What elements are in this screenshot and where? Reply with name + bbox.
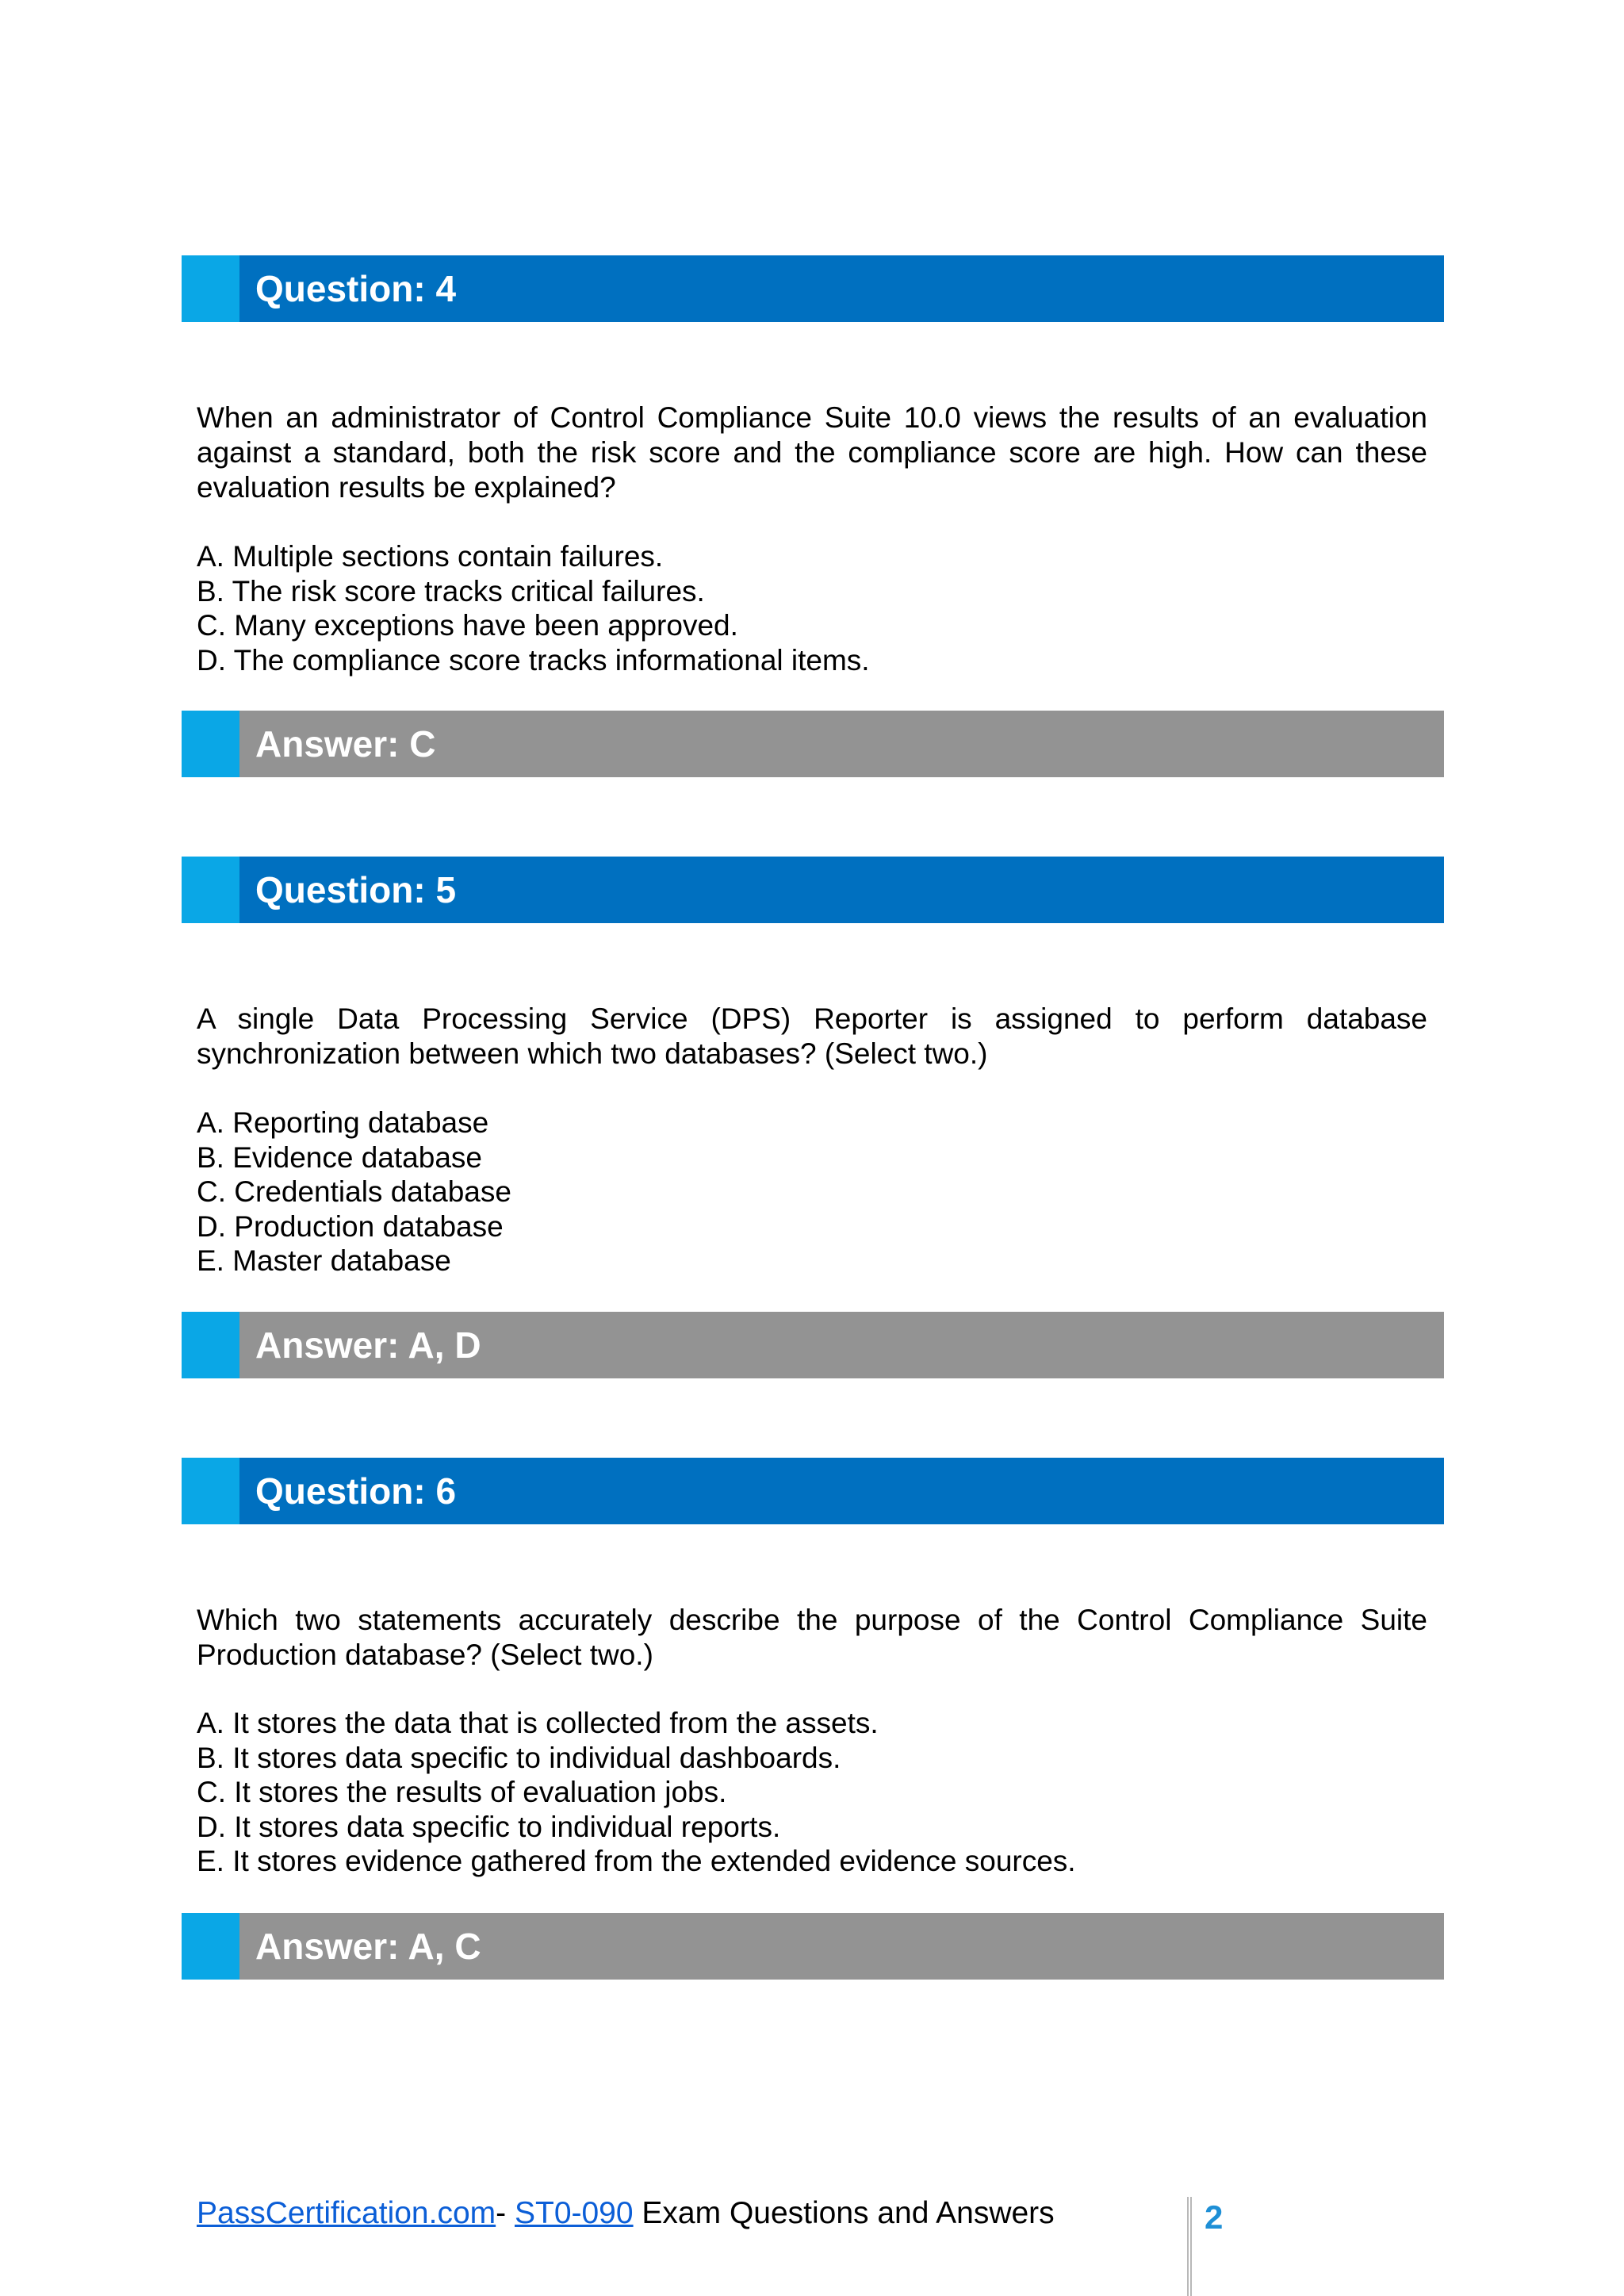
option-item: D. The compliance score tracks informational items. xyxy=(197,643,870,677)
header-accent xyxy=(182,255,239,322)
page-footer xyxy=(197,2194,1055,2233)
option-item: C. It stores the results of evaluation jobs. xyxy=(197,1776,727,1808)
question-6-title: Question: 6 xyxy=(255,1470,457,1512)
answer-5-bar xyxy=(182,1312,1444,1378)
footer-separator: - xyxy=(496,2196,507,2230)
page-number-divider xyxy=(1187,2197,1192,2296)
question-5-header xyxy=(182,857,1444,923)
question-5-text: A single Data Processing Service (DPS) Reporter is assigned to perform database synchronization between which two databases? (Select two.) xyxy=(197,1002,1427,1070)
footer-suffix: Exam Questions and Answers xyxy=(633,2196,1055,2230)
question-6-text: Which two statements accurately describe the purpose of the Control Compliance Suite Production database? (Select two.) xyxy=(197,1604,1427,1671)
question-5-options xyxy=(197,1106,1427,1278)
answer-accent xyxy=(182,1312,239,1378)
site-link[interactable]: PassCertification.com xyxy=(197,2196,496,2230)
answer-4-bar xyxy=(182,711,1444,777)
option-item: B. It stores data specific to individual dashboards. xyxy=(197,1741,841,1774)
question-6-options xyxy=(197,1706,1427,1879)
answer-4-label: Answer: C xyxy=(255,723,436,765)
question-6-header xyxy=(182,1458,1444,1524)
option-item: A. Reporting database xyxy=(197,1106,489,1139)
option-item: D. It stores data specific to individual reports. xyxy=(197,1810,781,1843)
option-item: E. It stores evidence gathered from the extended evidence sources. xyxy=(197,1845,1076,1877)
exam-code-link[interactable]: ST0-090 xyxy=(514,2196,634,2230)
question-4-options xyxy=(197,539,1427,677)
question-4-header xyxy=(182,255,1444,322)
page-number: 2 xyxy=(1205,2198,1224,2236)
question-5-title: Question: 5 xyxy=(255,869,457,910)
answer-6-label: Answer: A, C xyxy=(255,1926,481,1967)
option-item: B. The risk score tracks critical failures. xyxy=(197,574,705,608)
option-item: E. Master database xyxy=(197,1244,451,1277)
option-item: A. Multiple sections contain failures. xyxy=(197,540,664,573)
option-item: B. Evidence database xyxy=(197,1140,482,1174)
question-4-text: When an administrator of Control Compliance Suite 10.0 views the results of an evaluation against a standard, both the risk score and the compliance score are high. How can these evaluation results be explained? xyxy=(197,401,1427,504)
answer-5-label: Answer: A, D xyxy=(255,1324,481,1366)
option-item: D. Production database xyxy=(197,1209,504,1243)
option-item: C. Credentials database xyxy=(197,1175,511,1208)
answer-6-bar xyxy=(182,1913,1444,1980)
header-accent xyxy=(182,857,239,923)
answer-accent xyxy=(182,711,239,777)
question-4-title: Question: 4 xyxy=(255,268,457,309)
answer-accent xyxy=(182,1913,239,1980)
option-item: A. It stores the data that is collected from the assets. xyxy=(197,1707,879,1739)
header-accent xyxy=(182,1458,239,1524)
option-item: C. Many exceptions have been approved. xyxy=(197,609,738,642)
